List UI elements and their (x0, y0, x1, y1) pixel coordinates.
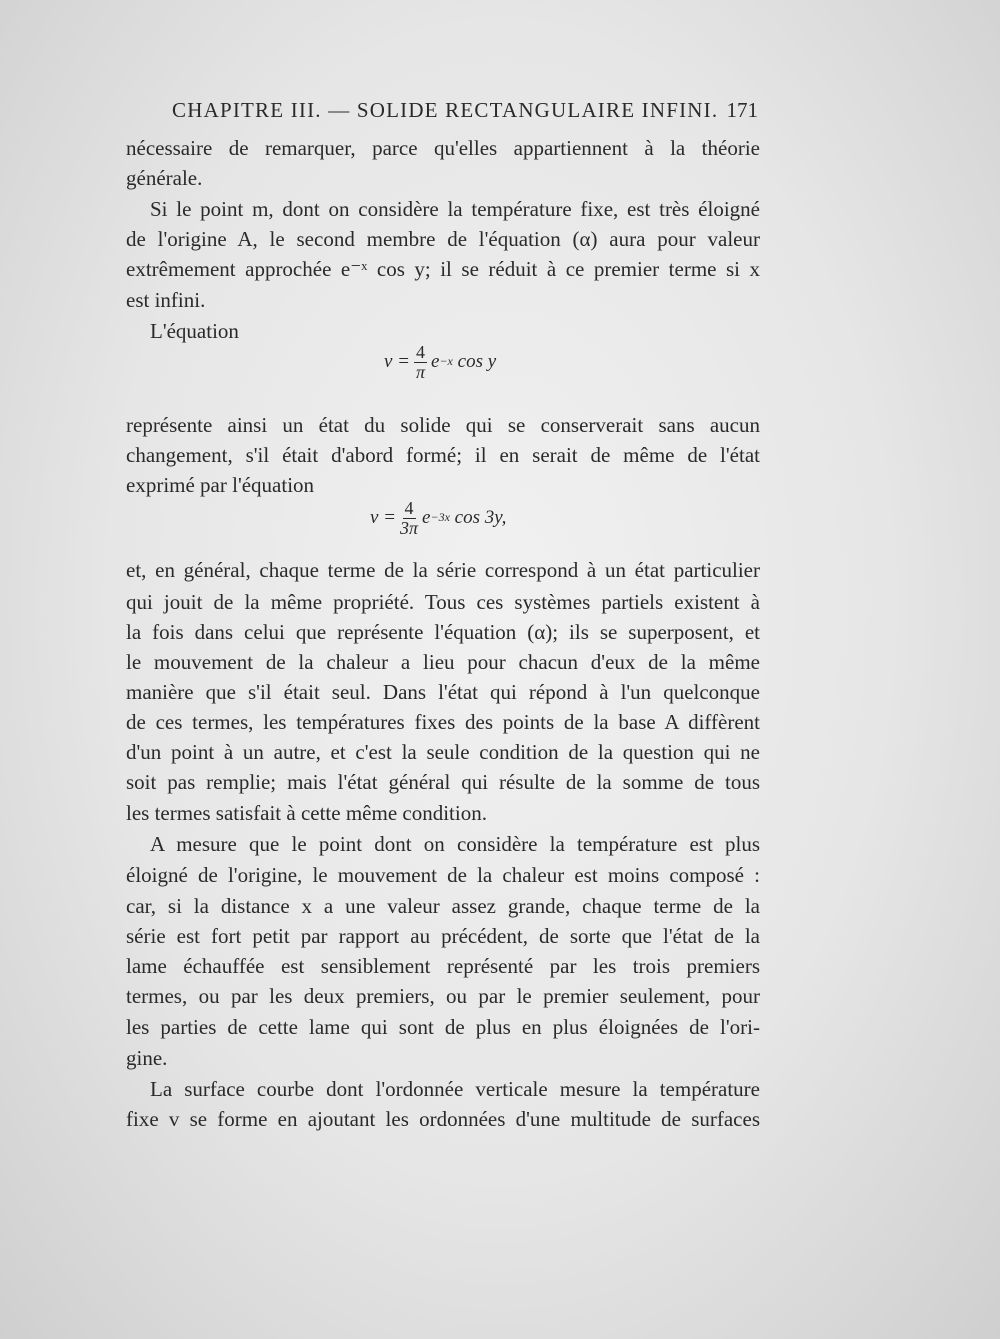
text-line: d'un point à un autre, et c'est la seule condition de la question qui ne (126, 740, 760, 764)
text-line: fixe v se forme en ajoutant les ordonnées d'une multitude de surfaces (126, 1107, 760, 1131)
running-title: CHAPITRE III. — SOLIDE RECTANGULAIRE INFINI. (172, 98, 719, 122)
text-line: L'équation (150, 319, 239, 343)
text-line: manière que s'il était seul. Dans l'état qui répond à l'un quelconque (126, 680, 760, 704)
text-line: les parties de cette lame qui sont de plus en plus éloignées de l'ori- (126, 1015, 760, 1039)
text-line: et, en général, chaque terme de la série correspond à un état particulier (126, 558, 760, 582)
text-line: car, si la distance x a une valeur assez grande, chaque terme de la (126, 894, 760, 918)
text-line: Si le point m, dont on considère la température fixe, est très éloigné (150, 197, 760, 221)
text-line: de l'origine A, le second membre de l'équation (α) aura pour valeur (126, 227, 760, 251)
fraction (414, 342, 427, 381)
text-line: nécessaire de remarquer, parce qu'elles appartiennent à la théorie (126, 136, 760, 160)
text-line: les termes satisfait à cette même condition. (126, 801, 487, 825)
equation-tail: cos 3y, (454, 506, 507, 528)
exp-base: e (431, 350, 440, 372)
text-line: exprimé par l'équation (126, 473, 315, 497)
text-line: gine. (126, 1046, 168, 1070)
text-line: soit pas remplie; mais l'état général qui résulte de la somme de tous (126, 770, 760, 794)
text-line: changement, s'il était d'abord formé; il en serait de même de l'état (126, 443, 760, 467)
fraction-denominator: 3π (400, 518, 419, 538)
text-line: A mesure que le point dont on considère la température est plus (150, 832, 760, 856)
text-line: est infini. (126, 288, 206, 312)
text-line: la fois dans celui que représente l'équation (α); ils se superposent, et (126, 620, 760, 644)
equation-tail: cos y (457, 350, 497, 372)
running-header (172, 98, 758, 123)
text-line: le mouvement de la chaleur a lieu pour chacun d'eux de la même (126, 650, 760, 674)
text-line: série est fort petit par rapport au précédent, de sorte que l'état de la (126, 924, 760, 948)
exp-base: e (422, 506, 431, 528)
fraction-numerator: 4 (404, 498, 414, 518)
text-line: représente ainsi un état du solide qui se conserverait sans aucun (126, 413, 760, 437)
text-line: générale. (126, 166, 203, 190)
fraction (400, 498, 418, 537)
exponent: −3x (430, 510, 450, 524)
text-line: de ces termes, les températures fixes des points de la base A diffèrent (126, 710, 760, 734)
equation-1 (384, 342, 496, 381)
exponent: −x (439, 354, 453, 368)
text-line: lame échauffée est sensiblement représenté par les trois premiers (126, 954, 760, 978)
text-line: termes, ou par les deux premiers, ou par le premier seulement, pour (126, 984, 760, 1008)
equation-lhs: v = (370, 506, 397, 528)
text-line: La surface courbe dont l'ordonnée verticale mesure la température (150, 1077, 760, 1101)
equation-lhs: v = (384, 350, 411, 372)
fraction-denominator: π (416, 362, 426, 382)
text-line: extrêmement approchée e⁻ˣ cos y; il se réduit à ce premier terme si x (126, 257, 760, 281)
equation-2 (370, 498, 506, 537)
text-line: qui jouit de la même propriété. Tous ces systèmes partiels existent à (126, 590, 760, 614)
page-number: 171 (726, 98, 758, 122)
text-line: éloigné de l'origine, le mouvement de la chaleur est moins composé : (126, 863, 760, 887)
fraction-numerator: 4 (416, 342, 426, 362)
